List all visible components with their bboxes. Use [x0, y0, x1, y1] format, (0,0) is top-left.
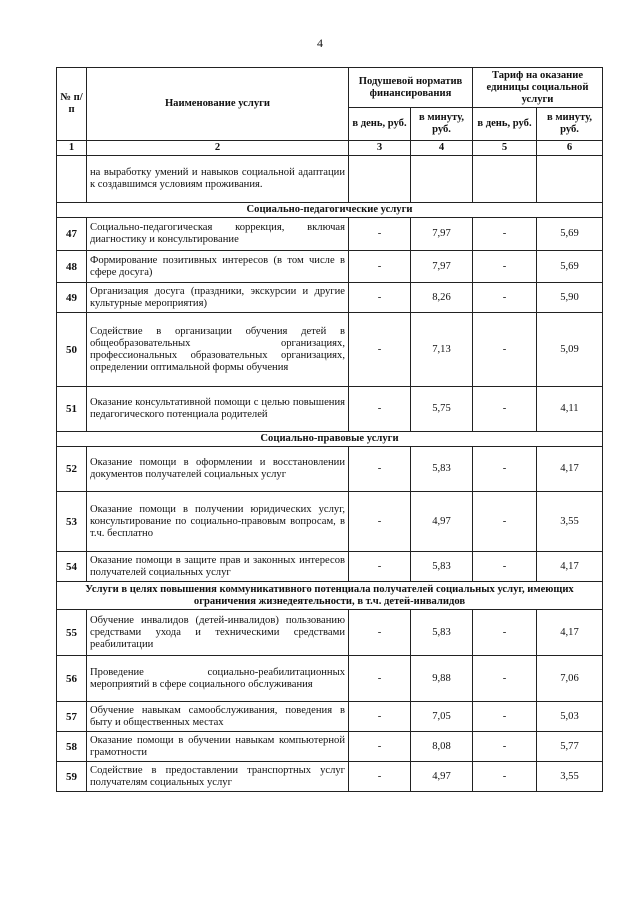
- header-tariff-per-day: в день, руб.: [473, 108, 537, 141]
- norm-per-day: -: [349, 610, 411, 656]
- section-header-row: [57, 203, 603, 218]
- tariff-per-day: -: [473, 762, 537, 792]
- norm-per-minute: 9,88: [411, 656, 473, 702]
- services-tariff-table: [56, 67, 603, 792]
- norm-per-minute: 8,26: [411, 283, 473, 313]
- row-number: 47: [57, 218, 87, 251]
- tariff-per-day: -: [473, 702, 537, 732]
- row-number: 57: [57, 702, 87, 732]
- service-name: Содействие в предоставлении транспортных услуг получателям социальных услуг: [87, 762, 349, 792]
- norm-per-day: -: [349, 702, 411, 732]
- table-row: [57, 492, 603, 552]
- row-number: 48: [57, 251, 87, 283]
- row-number: 58: [57, 732, 87, 762]
- service-name: Формирование позитивных интересов (в том числе в сфере досуга): [87, 251, 349, 283]
- tariff-per-day: -: [473, 313, 537, 387]
- header-normative-group: Подушевой норматив финансирования: [349, 68, 473, 108]
- norm-per-day: -: [349, 656, 411, 702]
- norm-per-minute: 5,83: [411, 447, 473, 492]
- tariff-per-minute: 4,11: [537, 387, 603, 432]
- header-tariff-per-minute: в минуту, руб.: [537, 108, 603, 141]
- tariff-per-minute: 5,09: [537, 313, 603, 387]
- table-row: [57, 313, 603, 387]
- service-name: Обучение инвалидов (детей-инвалидов) пользованию средствами ухода и техническими средствами реабилитации: [87, 610, 349, 656]
- tariff-per-minute: 5,69: [537, 218, 603, 251]
- norm-per-minute: 7,97: [411, 218, 473, 251]
- norm-per-day: -: [349, 218, 411, 251]
- row-number: 52: [57, 447, 87, 492]
- service-name: Содействие в организации обучения детей в общеобразовательных организациях, профессиональных образовательных организациях, определении оптимальной формы обучения: [87, 313, 349, 387]
- row-number: 59: [57, 762, 87, 792]
- norm-per-minute: 7,97: [411, 251, 473, 283]
- table-row: [57, 732, 603, 762]
- page-number: 4: [317, 36, 323, 50]
- norm-per-day: -: [349, 251, 411, 283]
- service-name: Социально-педагогическая коррекция, включая диагностику и консультирование: [87, 218, 349, 251]
- tariff-per-minute: 3,55: [537, 492, 603, 552]
- service-name: Проведение социально-реабилитационных мероприятий в сфере социального обслуживания: [87, 656, 349, 702]
- tariff-per-minute: [537, 156, 603, 203]
- tariff-per-day: -: [473, 283, 537, 313]
- section-title: Социально-правовые услуги: [57, 432, 603, 447]
- tariff-per-day: -: [473, 492, 537, 552]
- tariff-per-day: -: [473, 656, 537, 702]
- tariff-per-day: -: [473, 552, 537, 582]
- norm-per-minute: [411, 156, 473, 203]
- tariff-per-minute: 4,17: [537, 447, 603, 492]
- row-number: 56: [57, 656, 87, 702]
- tariff-per-day: -: [473, 387, 537, 432]
- column-index-cell: 1: [57, 141, 87, 156]
- service-name: Оказание помощи в получении юридических услуг, консультирование по социально-правовым вопросам, в т.ч. бесплатно: [87, 492, 349, 552]
- norm-per-day: -: [349, 387, 411, 432]
- row-number: 50: [57, 313, 87, 387]
- header-tariff-group: Тариф на оказание единицы социальной услуги: [473, 68, 603, 108]
- column-index-cell: 5: [473, 141, 537, 156]
- norm-per-minute: 5,75: [411, 387, 473, 432]
- tariff-per-minute: 5,90: [537, 283, 603, 313]
- norm-per-minute: 4,97: [411, 492, 473, 552]
- norm-per-day: -: [349, 762, 411, 792]
- table-row: [57, 762, 603, 792]
- section-header-row: [57, 582, 603, 610]
- table-row: [57, 218, 603, 251]
- column-index-cell: 6: [537, 141, 603, 156]
- norm-per-minute: 8,08: [411, 732, 473, 762]
- tariff-per-minute: 4,17: [537, 552, 603, 582]
- header-service-name: Наименование услуги: [87, 68, 349, 141]
- norm-per-day: -: [349, 492, 411, 552]
- tariff-per-day: -: [473, 447, 537, 492]
- norm-per-day: [349, 156, 411, 203]
- column-index-cell: 3: [349, 141, 411, 156]
- tariff-per-day: -: [473, 218, 537, 251]
- norm-per-minute: 5,83: [411, 552, 473, 582]
- tariff-per-minute: 4,17: [537, 610, 603, 656]
- norm-per-day: -: [349, 283, 411, 313]
- row-number: 55: [57, 610, 87, 656]
- norm-per-day: -: [349, 732, 411, 762]
- norm-per-minute: 5,83: [411, 610, 473, 656]
- header-norm-per-minute: в минуту, руб.: [411, 108, 473, 141]
- service-name: Оказание помощи в защите прав и законных интересов получателей социальных услуг: [87, 552, 349, 582]
- section-title: Социально-педагогические услуги: [57, 203, 603, 218]
- table-row: [57, 156, 603, 203]
- row-number: 53: [57, 492, 87, 552]
- norm-per-minute: 7,13: [411, 313, 473, 387]
- table-row: [57, 387, 603, 432]
- service-name: Оказание консультативной помощи с целью повышения педагогического потенциала родителей: [87, 387, 349, 432]
- table-row: [57, 610, 603, 656]
- row-number: 49: [57, 283, 87, 313]
- tariff-per-minute: 5,69: [537, 251, 603, 283]
- tariff-per-minute: 7,06: [537, 656, 603, 702]
- norm-per-minute: 4,97: [411, 762, 473, 792]
- tariff-per-day: -: [473, 610, 537, 656]
- column-index-cell: 4: [411, 141, 473, 156]
- norm-per-day: -: [349, 552, 411, 582]
- row-number: 51: [57, 387, 87, 432]
- header-number: № п/п: [57, 68, 87, 141]
- norm-per-minute: 7,05: [411, 702, 473, 732]
- norm-per-day: -: [349, 313, 411, 387]
- table-row: [57, 447, 603, 492]
- table-row: [57, 656, 603, 702]
- row-number: [57, 156, 87, 203]
- norm-per-day: -: [349, 447, 411, 492]
- service-name: Обучение навыкам самообслуживания, поведения в быту и общественных местах: [87, 702, 349, 732]
- section-header-row: [57, 432, 603, 447]
- table-row: [57, 702, 603, 732]
- tariff-per-day: -: [473, 251, 537, 283]
- service-name: Организация досуга (праздники, экскурсии и другие культурные мероприятия): [87, 283, 349, 313]
- service-name: Оказание помощи в обучении навыкам компьютерной грамотности: [87, 732, 349, 762]
- tariff-per-day: -: [473, 732, 537, 762]
- section-title: Услуги в целях повышения коммуникативного потенциала получателей социальных услуг, имеющих ограничения жизнедеятельности, в т.ч. детей-инвалидов: [57, 582, 603, 610]
- table-row: [57, 251, 603, 283]
- column-index-cell: 2: [87, 141, 349, 156]
- table-row: [57, 552, 603, 582]
- table-row: [57, 283, 603, 313]
- service-name: на выработку умений и навыков социальной адаптации к создавшимся условиям проживания.: [87, 156, 349, 203]
- tariff-per-minute: 5,77: [537, 732, 603, 762]
- tariff-per-day: [473, 156, 537, 203]
- header-norm-per-day: в день, руб.: [349, 108, 411, 141]
- tariff-per-minute: 5,03: [537, 702, 603, 732]
- service-name: Оказание помощи в оформлении и восстановлении документов получателей социальных услуг: [87, 447, 349, 492]
- row-number: 54: [57, 552, 87, 582]
- tariff-per-minute: 3,55: [537, 762, 603, 792]
- column-index-row: [57, 141, 603, 156]
